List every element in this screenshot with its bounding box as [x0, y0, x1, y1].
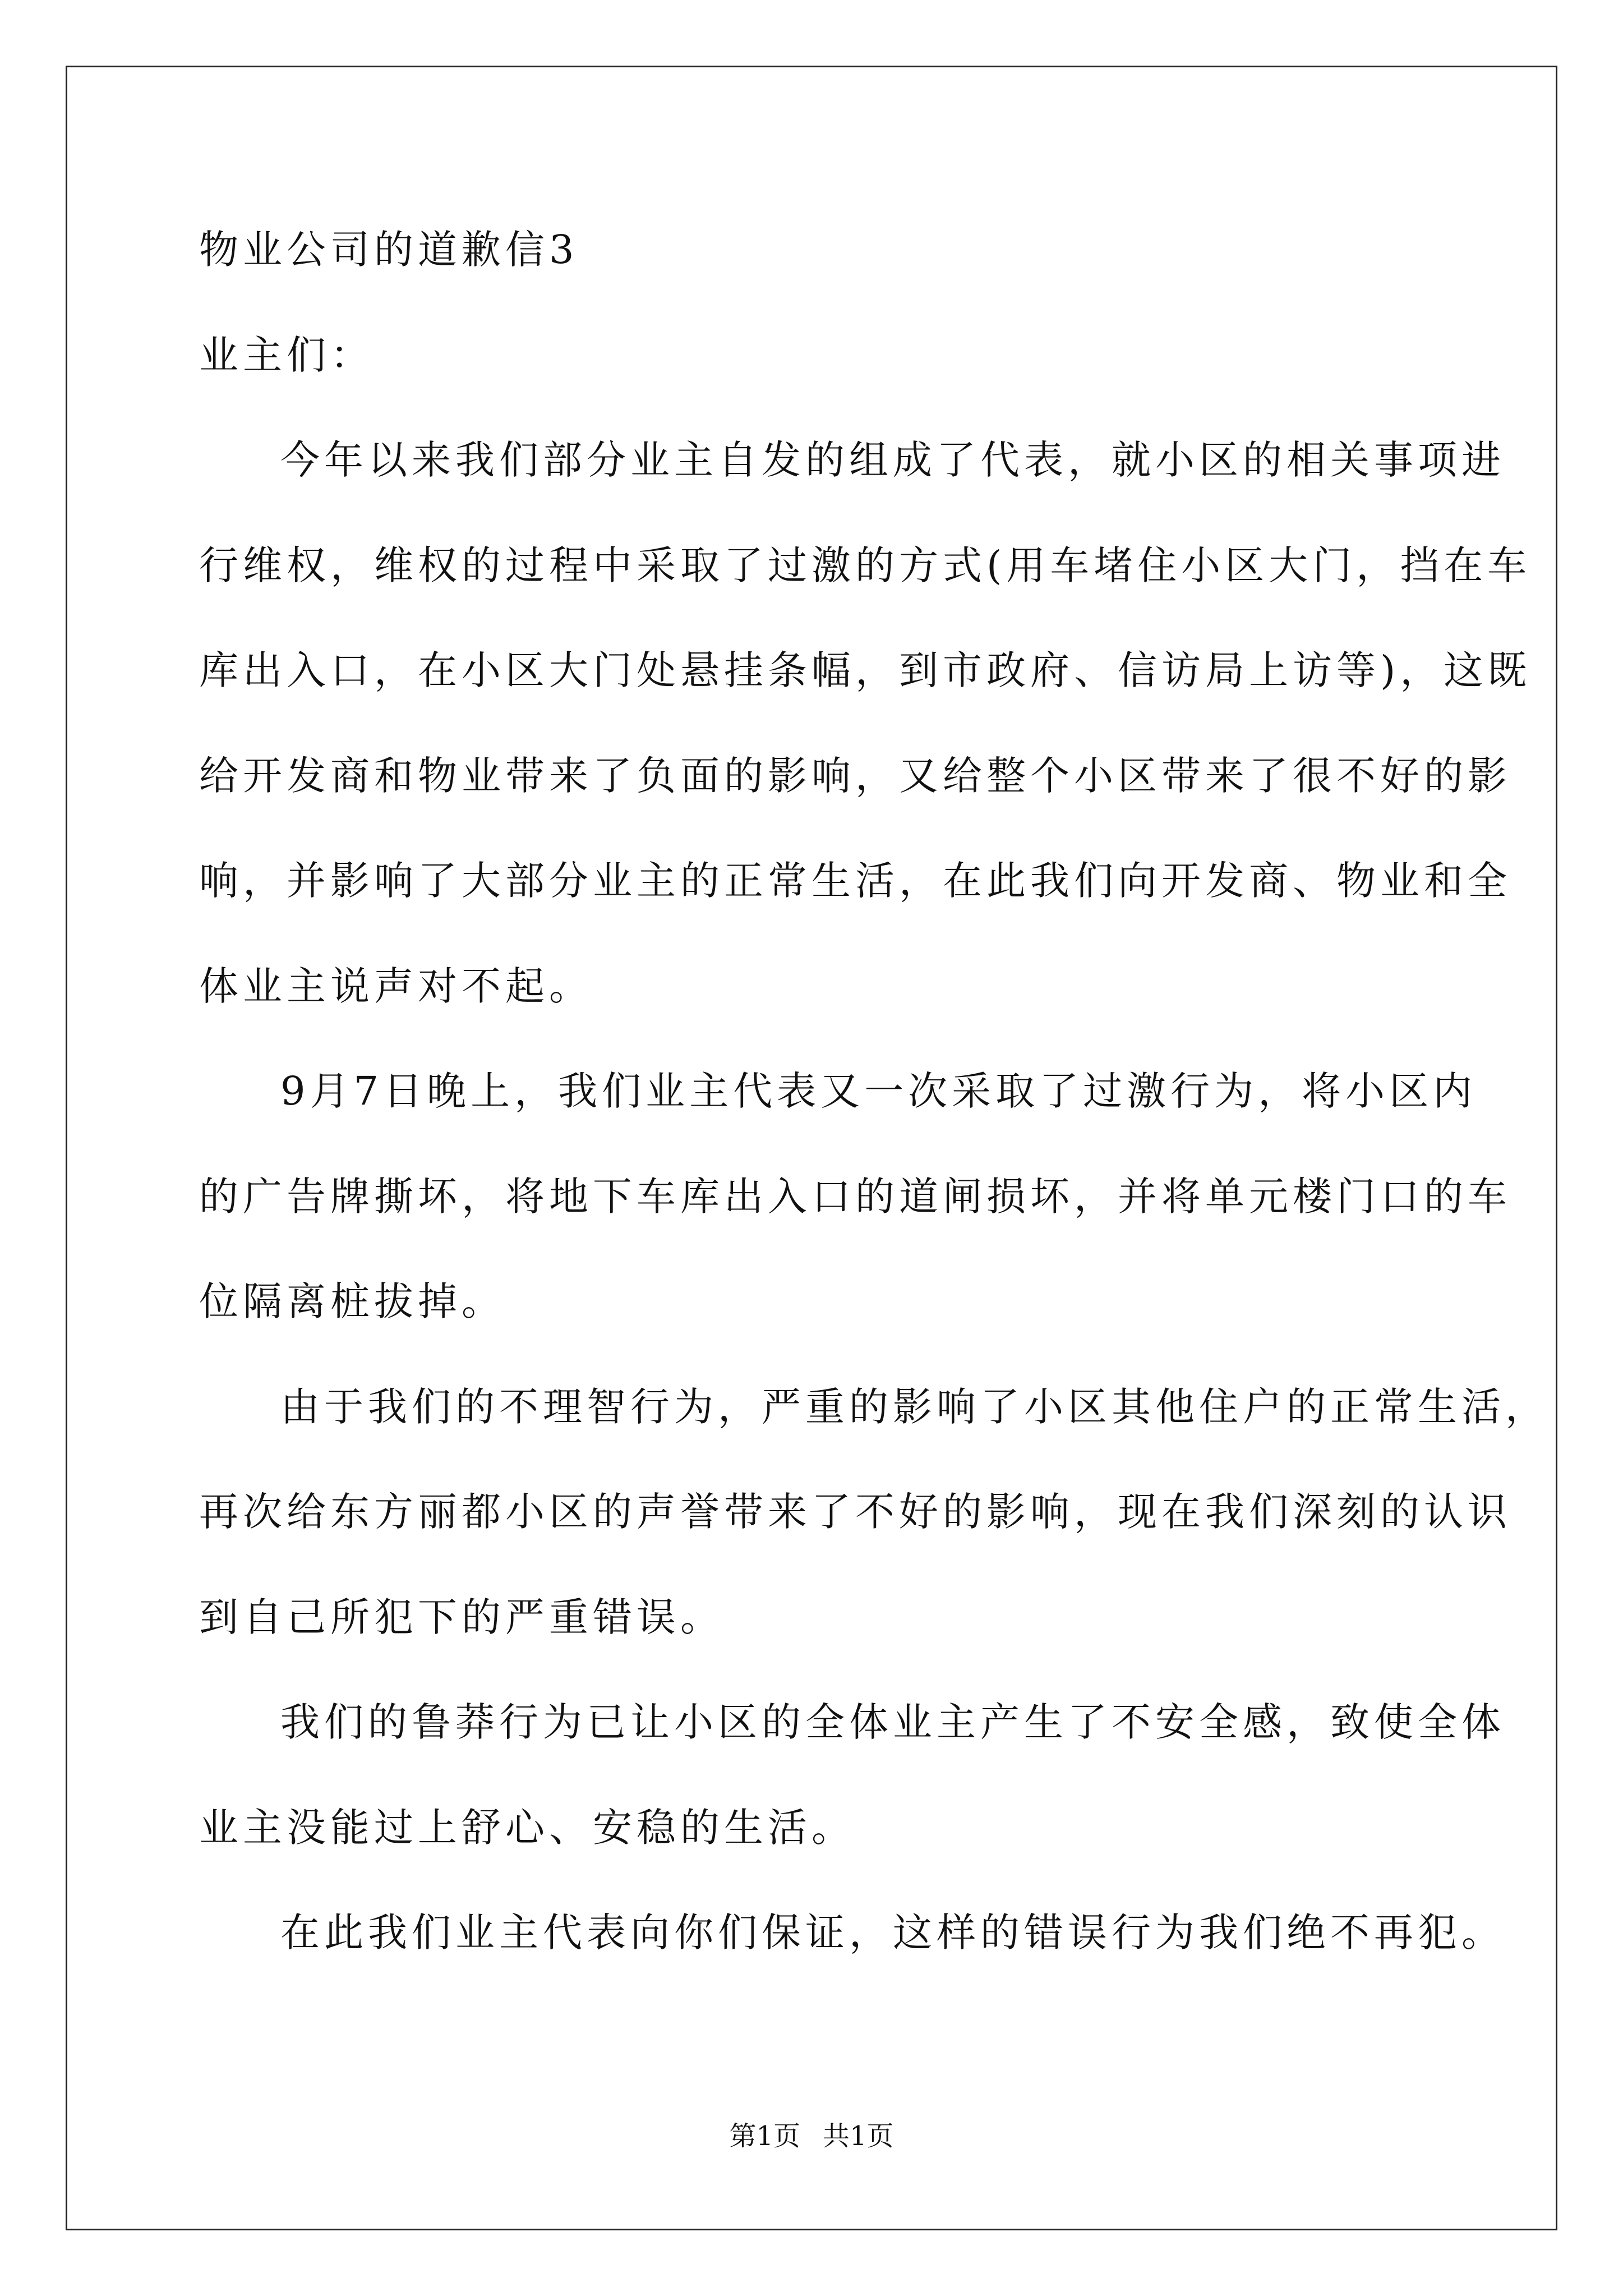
paragraph-line: 给开发商和物业带来了负面的影响，又给整个小区带来了很不好的影: [199, 753, 1511, 799]
paragraph-line: 的广告牌撕坏，将地下车库出入口的道闸损坏，并将单元楼门口的车: [199, 1174, 1511, 1220]
paragraph-line: 体业主说声对不起。: [199, 963, 593, 1009]
paragraph-line: 库出入口，在小区大门处悬挂条幅，到市政府、信访局上访等)，这既: [199, 647, 1532, 693]
paragraph-line: 业主没能过上舒心、安稳的生活。: [199, 1805, 855, 1851]
paragraph-line: 再次给东方丽都小区的声誉带来了不好的影响，现在我们深刻的认识: [199, 1489, 1511, 1535]
salutation: 业主们：: [199, 332, 374, 378]
page-number-current: 第1页: [729, 2120, 800, 2152]
paragraph-line: 9月7日晚上，我们业主代表又一次采取了过激行为，将小区内: [280, 1068, 1477, 1114]
paragraph-line: 在此我们业主代表向你们保证，这样的错误行为我们绝不再犯。: [280, 1910, 1505, 1955]
document-title: 物业公司的道歉信3: [199, 227, 579, 273]
page-footer: [0, 2119, 1623, 2153]
paragraph-line: 位隔离桩拔掉。: [199, 1278, 505, 1324]
paragraph-line: 由于我们的不理智行为，严重的影响了小区其他住户的正常生活，: [280, 1384, 1549, 1430]
paragraph-line: 到自己所犯下的严重错误。: [199, 1594, 724, 1640]
page-border: [66, 66, 1557, 2230]
paragraph-line: 响，并影响了大部分业主的正常生活，在此我们向开发商、物业和全: [199, 858, 1511, 904]
page-number-total: 共1页: [823, 2120, 894, 2152]
paragraph-line: 行维权，维权的过程中采取了过激的方式(用车堵住小区大门，挡在车: [199, 542, 1532, 588]
paragraph-line: 今年以来我们部分业主自发的组成了代表，就小区的相关事项进: [280, 437, 1505, 483]
paragraph-line: 我们的鲁莽行为已让小区的全体业主产生了不安全感，致使全体: [280, 1699, 1505, 1745]
